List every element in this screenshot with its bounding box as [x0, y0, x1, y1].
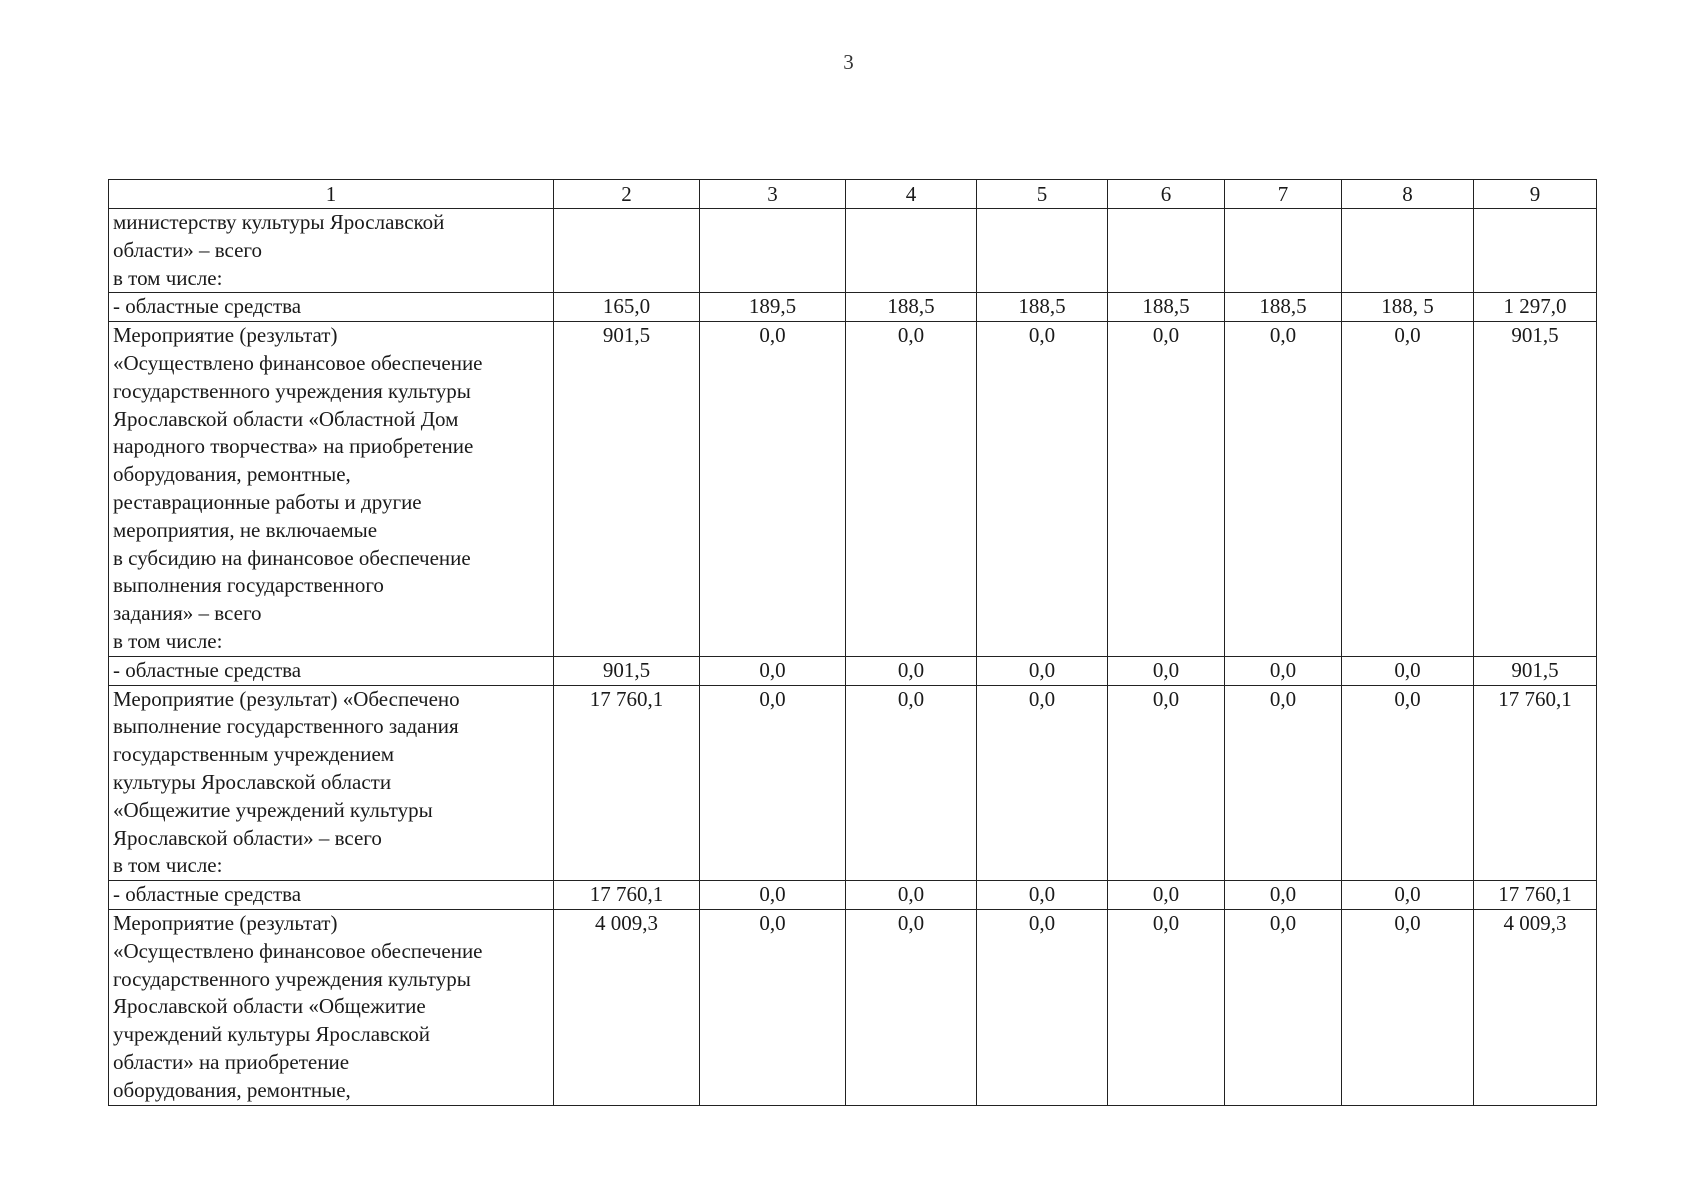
description-line: Ярославской области «Общежитие [113, 994, 426, 1019]
value-cell: 0,0 [1108, 685, 1225, 881]
row-description [109, 685, 554, 881]
value-cell: 0,0 [700, 909, 846, 1105]
value-cell: 0,0 [846, 322, 977, 657]
column-header: 8 [1342, 180, 1474, 209]
value-cell: 0,0 [1108, 656, 1225, 685]
value-cell: 0,0 [977, 685, 1108, 881]
table-body [109, 209, 1597, 1106]
value-cell: 0,0 [1342, 685, 1474, 881]
value-cell: 188,5 [1108, 293, 1225, 322]
value-cell [554, 209, 700, 293]
value-cell: 17 760,1 [1474, 685, 1597, 881]
value-cell [700, 209, 846, 293]
value-cell: 0,0 [846, 656, 977, 685]
column-number-row [109, 180, 1597, 209]
column-header: 6 [1108, 180, 1225, 209]
value-cell: 0,0 [846, 685, 977, 881]
value-cell: 0,0 [1225, 909, 1342, 1105]
column-header: 7 [1225, 180, 1342, 209]
budget-table [108, 179, 1597, 1106]
description-line: государственного учреждения культуры [113, 966, 471, 991]
column-header: 4 [846, 180, 977, 209]
value-cell: 0,0 [1225, 656, 1342, 685]
description-line: - областные средства [113, 882, 302, 907]
description-line: «Осуществлено финансовое обеспечение [113, 350, 483, 375]
column-header: 3 [700, 180, 846, 209]
value-cell: 1 297,0 [1474, 293, 1597, 322]
column-header: 5 [977, 180, 1108, 209]
value-cell [1108, 209, 1225, 293]
value-cell: 189,5 [700, 293, 846, 322]
description-line: Ярославской области» – всего [113, 825, 382, 850]
page-number: 3 [843, 50, 854, 74]
value-cell: 0,0 [1342, 881, 1474, 910]
description-line: - областные средства [113, 294, 302, 319]
description-line: оборудования, ремонтные, [113, 1077, 351, 1102]
value-cell: 901,5 [554, 322, 700, 657]
description-line: народного творчества» на приобретение [113, 434, 474, 459]
description-line: в том числе: [113, 853, 223, 878]
value-cell: 0,0 [977, 322, 1108, 657]
table-row [109, 685, 1597, 881]
value-cell: 165,0 [554, 293, 700, 322]
row-description [109, 656, 554, 685]
description-line: реставрационные работы и другие [113, 489, 422, 514]
value-cell: 17 760,1 [554, 881, 700, 910]
row-description [109, 209, 554, 293]
value-cell: 901,5 [554, 656, 700, 685]
value-cell: 0,0 [1108, 322, 1225, 657]
value-cell: 188,5 [846, 293, 977, 322]
description-line: «Общежитие учреждений культуры [113, 797, 433, 822]
description-line: выполнение государственного задания [113, 714, 459, 739]
value-cell: 4 009,3 [1474, 909, 1597, 1105]
value-cell [846, 209, 977, 293]
description-line: задания» – всего [113, 601, 262, 626]
value-cell: 0,0 [977, 909, 1108, 1105]
description-line: Мероприятие (результат) [113, 910, 338, 935]
value-cell: 0,0 [1225, 685, 1342, 881]
value-cell: 0,0 [846, 881, 977, 910]
value-cell [1225, 209, 1342, 293]
description-line: оборудования, ремонтные, [113, 462, 351, 487]
value-cell: 901,5 [1474, 656, 1597, 685]
description-line: министерству культуры Ярославской [113, 210, 445, 234]
description-line: Мероприятие (результат) «Обеспечено [113, 686, 460, 711]
description-line: Мероприятие (результат) [113, 323, 338, 348]
value-cell: 0,0 [1342, 322, 1474, 657]
value-cell: 188,5 [977, 293, 1108, 322]
value-cell [1474, 209, 1597, 293]
value-cell: 188, 5 [1342, 293, 1474, 322]
value-cell: 0,0 [1342, 909, 1474, 1105]
value-cell: 17 760,1 [554, 685, 700, 881]
description-line: мероприятия, не включаемые [113, 517, 378, 542]
value-cell: 0,0 [1342, 656, 1474, 685]
value-cell: 0,0 [700, 685, 846, 881]
value-cell: 0,0 [1225, 881, 1342, 910]
description-line: государственного учреждения культуры [113, 378, 471, 403]
table-row [109, 656, 1597, 685]
table-row [109, 881, 1597, 910]
column-header: 2 [554, 180, 700, 209]
value-cell: 0,0 [977, 881, 1108, 910]
table-row [109, 209, 1597, 293]
row-description [109, 322, 554, 657]
table-row [109, 909, 1597, 1105]
value-cell [977, 209, 1108, 293]
description-line: культуры Ярославской области [113, 769, 392, 794]
table-row [109, 293, 1597, 322]
value-cell: 188,5 [1225, 293, 1342, 322]
value-cell: 0,0 [700, 322, 846, 657]
value-cell [1342, 209, 1474, 293]
value-cell: 0,0 [977, 656, 1108, 685]
value-cell: 0,0 [1225, 322, 1342, 657]
description-line: в субсидию на финансовое обеспечение [113, 545, 471, 570]
description-line: области» – всего [113, 237, 262, 262]
description-line: выполнения государственного [113, 573, 384, 598]
value-cell: 0,0 [846, 909, 977, 1105]
value-cell: 901,5 [1474, 322, 1597, 657]
column-header: 9 [1474, 180, 1597, 209]
description-line: области» на приобретение [113, 1049, 350, 1074]
description-line: в том числе: [113, 628, 223, 653]
row-description [109, 909, 554, 1105]
description-line: Ярославской области «Областной Дом [113, 406, 459, 431]
value-cell: 4 009,3 [554, 909, 700, 1105]
row-description [109, 881, 554, 910]
description-line: в том числе: [113, 265, 223, 290]
value-cell: 0,0 [700, 881, 846, 910]
value-cell: 0,0 [1108, 909, 1225, 1105]
description-line: «Осуществлено финансовое обеспечение [113, 938, 483, 963]
value-cell: 0,0 [1108, 881, 1225, 910]
row-description [109, 293, 554, 322]
description-line: учреждений культуры Ярославской [113, 1022, 430, 1047]
value-cell: 0,0 [700, 656, 846, 685]
description-line: - областные средства [113, 657, 302, 682]
value-cell: 17 760,1 [1474, 881, 1597, 910]
description-line: государственным учреждением [113, 742, 395, 767]
column-header: 1 [109, 180, 554, 209]
table-row [109, 322, 1597, 657]
